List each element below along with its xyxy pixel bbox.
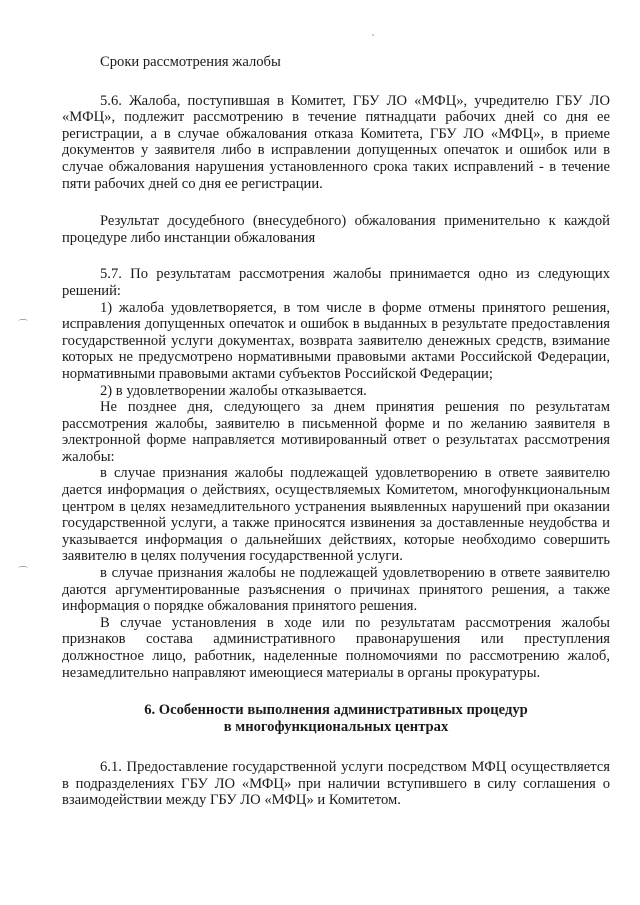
section-6-title-line-2: в многофункциональных центрах bbox=[223, 719, 449, 736]
paragraph-5-7: 5.7. По результатам рассмотрения жалобы принимается одно из следующих решений: bbox=[62, 266, 610, 299]
scan-speck bbox=[372, 34, 374, 36]
paragraph-case-satisfied: в случае признания жалобы подлежащей удовлетворению в ответе заявителю дается информация о действиях, осуществляемых Комитетом, многофункциональным центром в целях незамедлительного устранения выявленных нарушений при оказании государственной услуги, а также приносятся извинения за доставленные неудобства и указывается информация о дальнейших действиях, которые необходимо совершить заявителю в целях получения государственной услуги. bbox=[62, 465, 610, 565]
document-body bbox=[62, 54, 610, 809]
list-item-refused: 2) в удовлетворении жалобы отказывается. bbox=[100, 382, 367, 399]
margin-scribble-upper: ⌒ bbox=[18, 320, 28, 331]
list-item-satisfied: 1) жалоба удовлетворяется, в том числе в форме отмены принятого решения, исправления допущенных опечаток и ошибок в выданных в результате предоставления государственной услуги документах, возврата заявителю денежных средств, взимание которых не предусмотрено нормативными правовыми актами Российской Федерации, нормативными правовыми актами субъектов Российской Федерации; bbox=[62, 299, 610, 382]
paragraph-case-rejected: в случае признания жалобы не подлежащей удовлетворению в ответе заявителю даются аргументированные разъяснения о причинах принятого решения, а также информация о порядке обжалования принятого решения. bbox=[62, 565, 610, 615]
paragraph-prosecution: В случае установления в ходе или по результатам рассмотрения жалобы признаков состава административного правонарушения или преступления должностное лицо, работник, наделенные полномочиями по рассмотрению жалоб, незамедлительно направляют имеющиеся материалы в органы прокуратуры. bbox=[62, 614, 610, 681]
section-6-title-line-1: 6. Особенности выполнения административных процедур bbox=[144, 702, 528, 719]
section-6-title bbox=[62, 702, 610, 736]
heading-appeal-result: Результат досудебного (внесудебного) обжалования применительно к каждой процедуре либо инстанции обжалования bbox=[62, 213, 610, 246]
paragraph-5-6: 5.6. Жалоба, поступившая в Комитет, ГБУ ЛО «МФЦ», учредителю ГБУ ЛО «МФЦ», подлежит рассмотрению в течение пятнадцати рабочих дней со дня ее регистрации, а в случае обжалования отказа Комитета, ГБУ ЛО «МФЦ», в приеме документов у заявителя либо в исправлении допущенных опечаток и ошибок или в случае обжалования нарушения установленного срока таких исправлений - в течение пяти рабочих дней со дня ее регистрации. bbox=[62, 92, 610, 192]
heading-review-terms: Сроки рассмотрения жалобы bbox=[100, 54, 281, 70]
paragraph-6-1: 6.1. Предоставление государственной услуги посредством МФЦ осуществляется в подразделениях ГБУ ЛО «МФЦ» при наличии вступившего в силу соглашения о взаимодействии между ГБУ ЛО «МФЦ» и Комитетом. bbox=[62, 759, 610, 809]
margin-scribble-lower: ⌒ bbox=[18, 567, 28, 578]
paragraph-response-deadline: Не позднее дня, следующего за днем принятия решения по результатам рассмотрения жалобы, заявителю в письменной форме и по желанию заявителя в электронной форме направляется мотивированный ответ о результатах рассмотрения жалобы: bbox=[62, 399, 610, 465]
